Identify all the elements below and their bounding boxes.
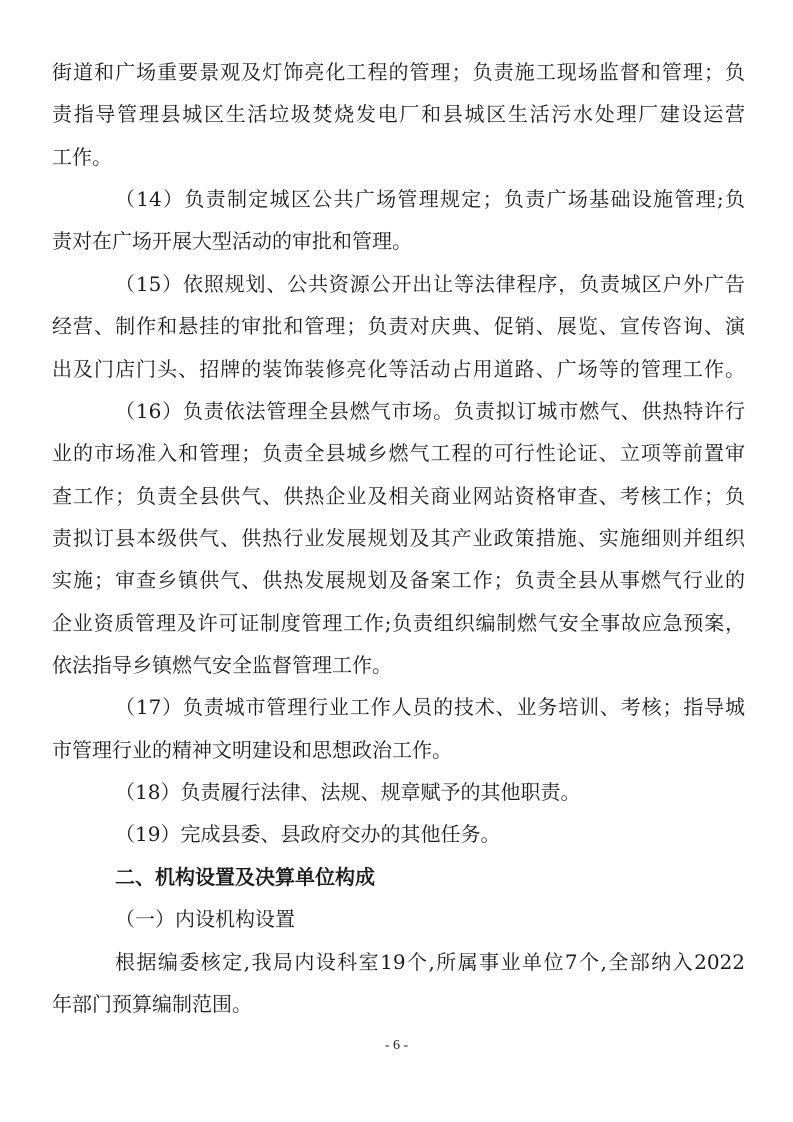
paragraph-line: 出及门店门头、招牌的装饰装修亮化等活动占用道路、广场等的管理工作。	[52, 356, 745, 381]
paragraph-org-structure	[52, 941, 745, 1026]
paragraph-line: 查工作；负责全县供气、供热企业及相关商业网站资格审查、考核工作；负	[52, 483, 745, 508]
paragraph-line: 街道和广场重要景观及灯饰亮化工程的管理；负责施工现场监督和管理；负	[52, 60, 745, 84]
paragraph-item-19	[52, 813, 745, 855]
paragraph-item-16	[52, 390, 745, 687]
paragraph-line: （16）负责依法管理全县燃气市场。负责拟订城市燃气、供热特许行	[115, 398, 745, 423]
paragraph-line: （19）完成县委、县政府交办的其他任务。	[115, 822, 501, 847]
paragraph-item-17	[52, 686, 745, 771]
subsection-heading	[52, 898, 745, 940]
paragraph-line: 年部门预算编制范围。	[52, 991, 252, 1016]
paragraph-line: 市管理行业的精神文明建设和思想政治工作。	[52, 737, 452, 762]
paragraph-line: （18）负责履行法律、法规、规章赋予的其他职责。	[115, 780, 581, 805]
paragraph-line: 责拟订县本级供气、供热行业发展规划及其产业政策措施、实施细则并组织	[52, 525, 745, 550]
paragraph-line: 经营、制作和悬挂的审批和管理；负责对庆典、促销、展览、宣传咨询、演	[52, 314, 745, 339]
paragraph-line: （15）依照规划、公共资源公开出让等法律程序，负责城区户外广告	[115, 271, 745, 296]
paragraph-continuation	[52, 51, 745, 178]
paragraph-item-15	[52, 263, 745, 390]
paragraph-line: （17）负责城市管理行业工作人员的技术、业务培训、考核；指导城	[115, 695, 745, 720]
document-body	[52, 51, 745, 1025]
paragraph-line: 企业资质管理及许可证制度管理工作;负责组织编制燃气安全事故应急预案，	[52, 610, 745, 635]
paragraph-line: 业的市场准入和管理；负责全县城乡燃气工程的可行性论证、立项等前置审	[52, 441, 745, 466]
paragraph-line: 实施；审查乡镇供气、供热发展规划及备案工作；负责全县从事燃气行业的	[52, 568, 745, 593]
section-heading-text: 二、机构设置及决算单位构成	[115, 864, 375, 889]
paragraph-line: 责对在广场开展大型活动的审批和管理。	[52, 229, 412, 254]
paragraph-item-18	[52, 771, 745, 813]
paragraph-line: 责指导管理县城区生活垃圾焚烧发电厂和县城区生活污水处理厂建设运营	[52, 102, 745, 127]
section-heading	[52, 856, 745, 898]
subsection-heading-text: （一）内设机构设置	[115, 907, 295, 932]
paragraph-line: 根据编委核定,我局内设科室19个,所属事业单位7个,全部纳入2022	[115, 949, 745, 974]
paragraph-line: 依法指导乡镇燃气安全监督管理工作。	[52, 653, 392, 678]
paragraph-line: 工作。	[52, 144, 112, 169]
paragraph-item-14	[52, 178, 745, 263]
paragraph-line: （14）负责制定城区公共广场管理规定；负责广场基础设施管理;负	[115, 187, 745, 212]
page-number: - 6 -	[384, 1038, 409, 1053]
